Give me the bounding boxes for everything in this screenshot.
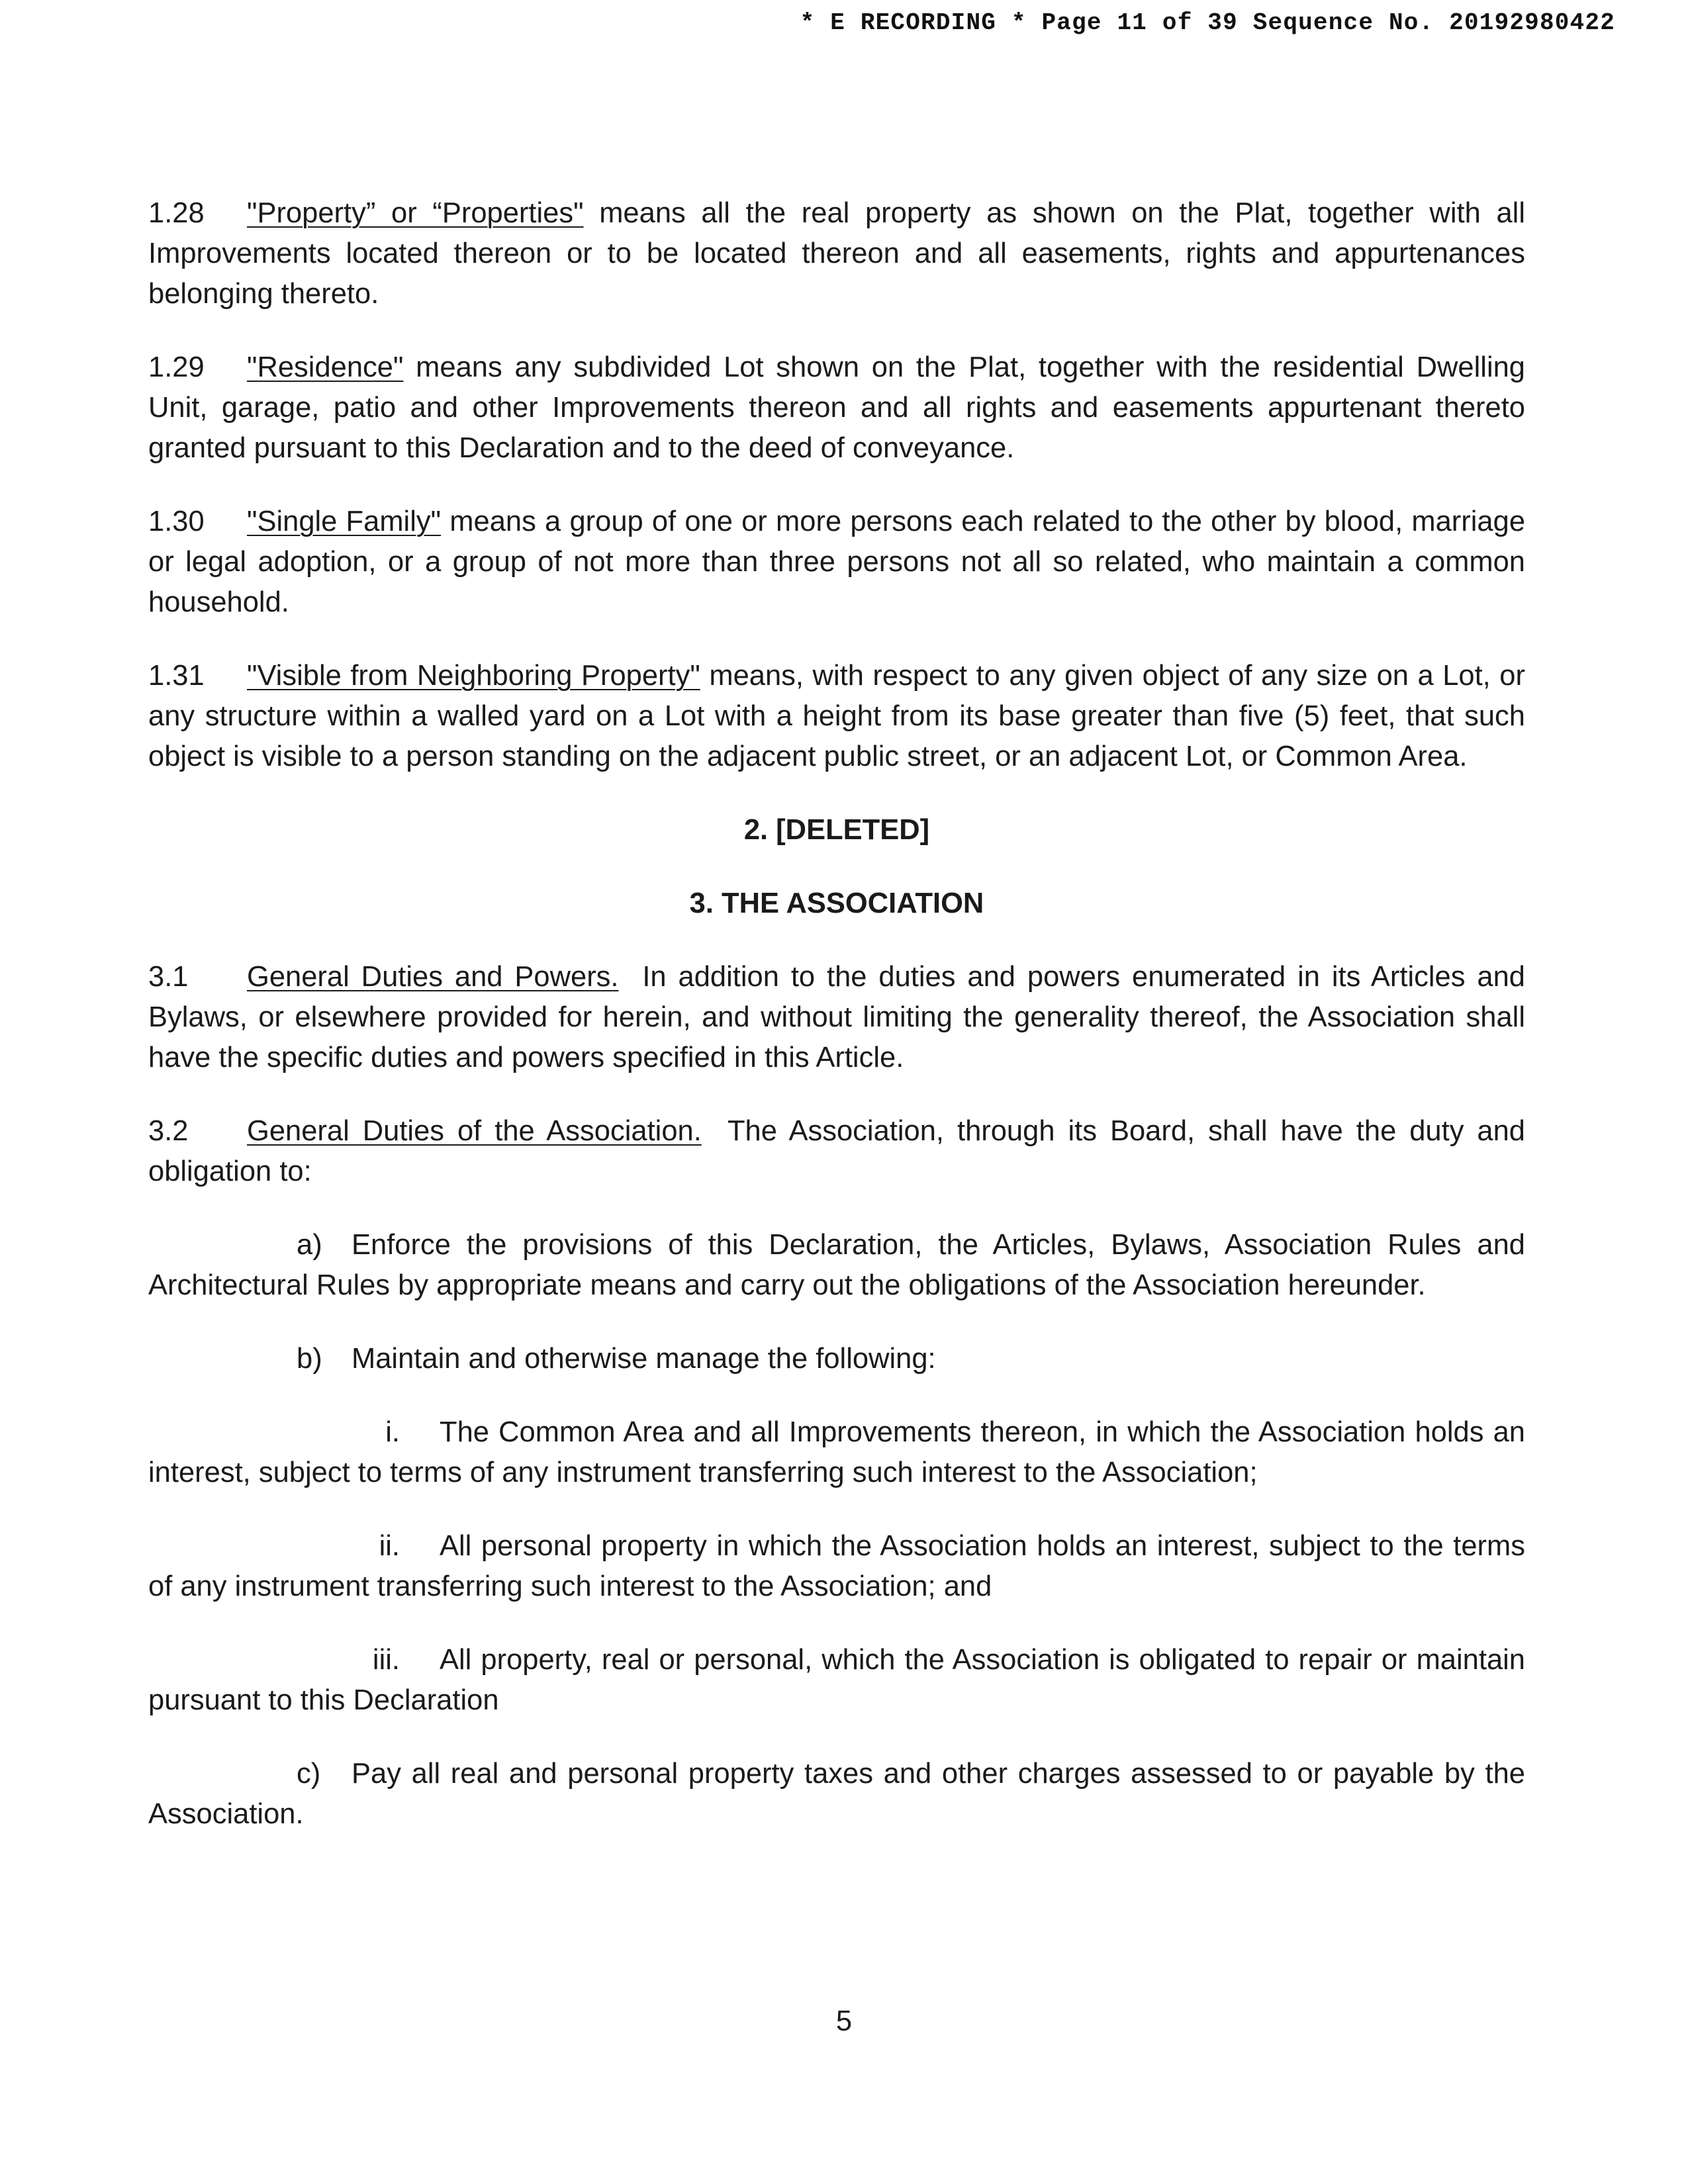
page-number: 5 (835, 2005, 853, 2037)
recording-header: * E RECORDING * Page 11 of 39 Sequence No. 20192980422 (800, 9, 1615, 36)
section-1-28 (148, 193, 1525, 314)
section-number: 1.28 (148, 197, 205, 229)
list-text: The Common Area and all Improvements thereon, in which the Association holds an interest, subject to terms of any instrument transferring such interest to the Association; (148, 1416, 1525, 1488)
heading-article-2: 2. [DELETED] (743, 814, 930, 846)
list-text: Maintain and otherwise manage the following: (352, 1343, 936, 1375)
section-text: means, with respect to any given object of any size on a Lot, or any structure within a walled yard on a Lot with a height from its base greater than five (5) feet, that such object is visible to a person standing on the adjacent public street, or an adjacent Lot, or Common Area. (148, 660, 1525, 772)
list-item-b (148, 1339, 1525, 1379)
defined-term: "Single Family" (247, 506, 442, 537)
list-marker: i. (385, 1416, 400, 1448)
section-number: 1.31 (148, 660, 205, 692)
list-item-b-iii (148, 1640, 1525, 1721)
list-item-b-i (148, 1412, 1525, 1493)
list-text: Enforce the provisions of this Declaration, the Articles, Bylaws, Association Rules and Architectural Rules by appropriate means and carry out the obligations of the Association hereunder. (148, 1229, 1525, 1301)
section-1-29 (148, 347, 1525, 469)
defined-term: "Property” or “Properties" (247, 197, 584, 229)
list-text: All personal property in which the Association holds an interest, subject to the terms of any instrument transferring such interest to the Association; and (148, 1530, 1525, 1602)
section-3-2 (148, 1111, 1534, 1192)
section-title: General Duties of the Association. (247, 1115, 702, 1147)
section-number: 3.2 (148, 1115, 189, 1147)
defined-term: "Visible from Neighboring Property" (247, 660, 700, 692)
list-item-a (148, 1225, 1525, 1306)
list-item-c (148, 1754, 1525, 1835)
section-text: means any subdivided Lot shown on the Plat, together with the residential Dwelling Unit, garage, patio and other Improvements thereon and all rights and easements appurtenant thereto granted pursuant to this Declaration and to the deed of conveyance. (148, 351, 1525, 464)
section-text: In addition to the duties and powers enumerated in its Articles and Bylaws, or elsewhere provided for herein, and without limiting the generality thereof, the Association shall have the specific duties and powers specified in this Article. (148, 961, 1534, 1073)
list-marker: b) (297, 1343, 322, 1375)
list-text: All property, real or personal, which the Association is obligated to repair or maintain pursuant to this Declaration (148, 1644, 1525, 1716)
list-text: Pay all real and personal property taxes and other charges assessed to or payable by the Association. (148, 1758, 1525, 1830)
section-text: means all the real property as shown on the Plat, together with all Improvements located thereon or to be located thereon and all easements, rights and appurtenances belonging thereto. (148, 197, 1525, 310)
section-number: 1.30 (148, 506, 205, 537)
list-item-b-ii (148, 1526, 1525, 1607)
document-body (148, 193, 1534, 1868)
section-text: The Association, through its Board, shall have the duty and obligation to: (148, 1115, 1534, 1187)
heading-article-3: 3. THE ASSOCIATION (689, 887, 984, 919)
section-title: General Duties and Powers. (247, 961, 619, 993)
section-number: 3.1 (148, 961, 189, 993)
section-1-31 (148, 656, 1525, 777)
section-3-1 (148, 957, 1534, 1078)
section-1-30 (148, 502, 1525, 623)
defined-term: "Residence" (247, 351, 404, 383)
list-marker: a) (297, 1229, 322, 1261)
section-number: 1.29 (148, 351, 205, 383)
list-marker: iii. (372, 1644, 400, 1676)
list-marker: c) (297, 1758, 321, 1790)
section-text: means a group of one or more persons each related to the other by blood, marriage or legal adoption, or a group of not more than three persons not all so related, who maintain a common household. (148, 506, 1526, 618)
list-marker: ii. (379, 1530, 400, 1562)
